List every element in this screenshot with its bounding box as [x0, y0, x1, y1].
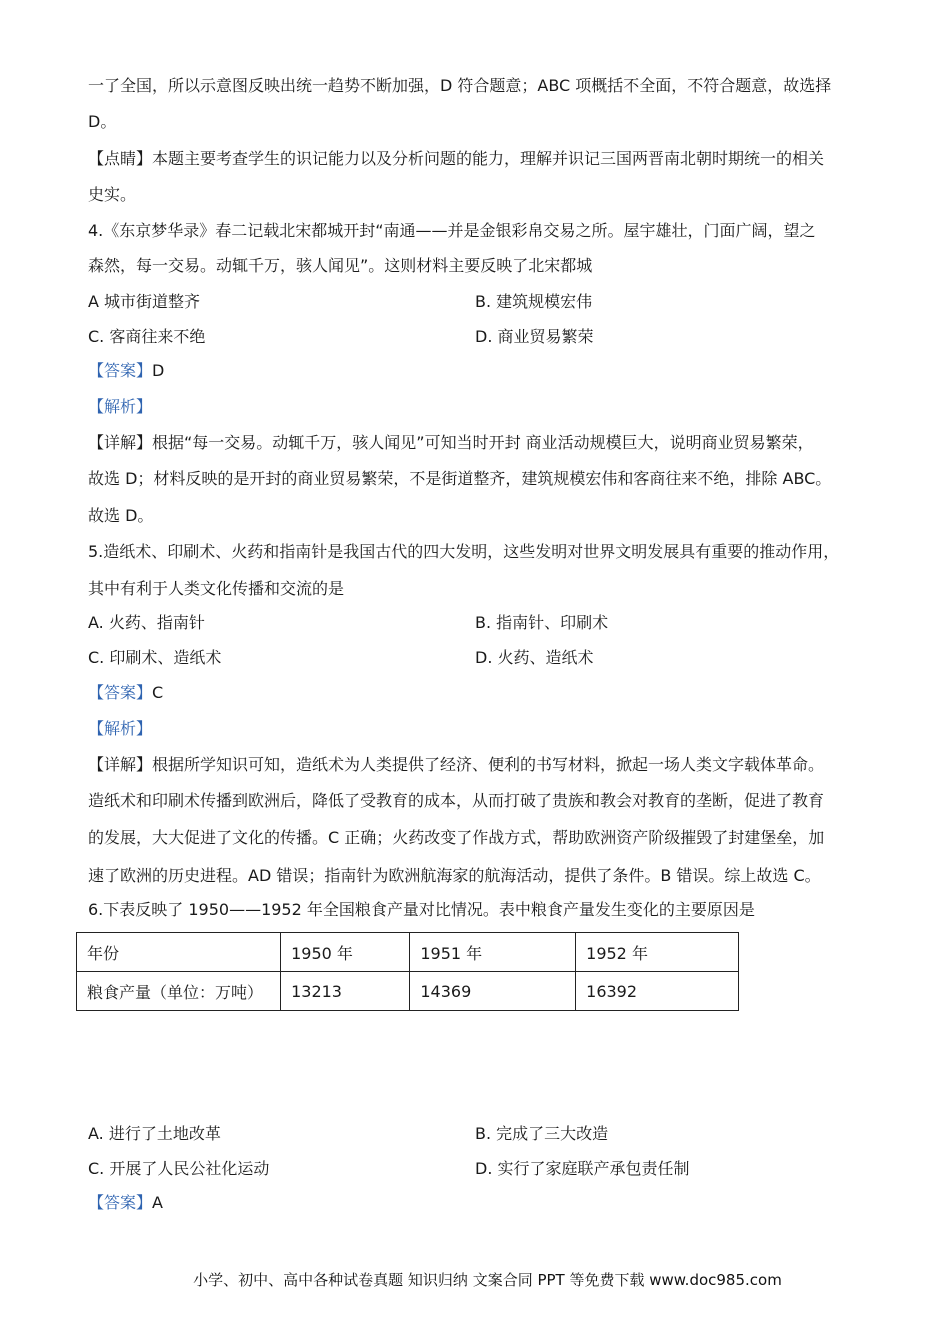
note-tag: 【点睛】	[88, 149, 153, 168]
text-line: 史实。	[88, 185, 137, 204]
text-line: 一了全国，所以示意图反映出统一趋势不断加强，D 符合题意；ABC 项概括不全面，不符合题意，故选择	[88, 76, 832, 95]
question-4-stem-cont: 森然，每一交易。动辄千万，骇人闻见”。这则材料主要反映了北宋都城	[88, 256, 593, 275]
table-row	[77, 972, 739, 1011]
answer-tag: 【答案】	[88, 361, 153, 380]
table-header-cell: 年份	[77, 933, 281, 972]
q6-option-d: D. 实行了家庭联产承包责任制	[475, 1159, 690, 1178]
q4-answer	[88, 359, 864, 383]
answer-value: C	[152, 683, 164, 702]
detail-tag: 【详解】	[88, 755, 153, 774]
q4-detail	[88, 431, 864, 455]
table-header-cell: 1951 年	[410, 933, 576, 972]
q4-option-b: B. 建筑规模宏伟	[475, 292, 593, 311]
q6-answer	[88, 1191, 864, 1215]
page-footer: 小学、初中、高中各种试卷真题 知识归纳 文案合同 PPT 等免费下载 www.doc985.com	[193, 1271, 782, 1289]
q4-option-a: A 城市街道整齐	[88, 292, 201, 311]
q5-option-a: A. 火药、指南针	[88, 613, 205, 632]
q5-detail-end: 速了欧洲的历史进程。AD 错误；指南针为欧洲航海家的航海活动，提供了条件。B 错误。综上故选 C。	[88, 866, 821, 885]
table-header-cell: 1952 年	[576, 933, 739, 972]
answer-tag: 【答案】	[88, 1193, 153, 1212]
analysis-tag: 【解析】	[88, 719, 153, 738]
q4-detail-cont: 故选 D；材料反映的是开封的商业贸易繁荣，不是街道整齐，建筑规模宏伟和客商往来不绝，排除 ABC。	[88, 469, 832, 488]
detail-text: 根据所学知识可知，造纸术为人类提供了经济、便利的书写材料，掀起一场人类文字载体革命。	[152, 755, 825, 774]
analysis-tag: 【解析】	[88, 397, 153, 416]
note-line	[88, 147, 864, 171]
answer-value: D	[152, 361, 165, 380]
table-cell: 粮食产量（单位：万吨）	[77, 972, 281, 1011]
q5-answer	[88, 681, 864, 705]
q6-option-b: B. 完成了三大改造	[475, 1124, 609, 1143]
q5-option-c: C. 印刷术、造纸术	[88, 648, 222, 667]
question-5-stem-cont: 其中有利于人类文化传播和交流的是	[88, 579, 345, 598]
table-row	[77, 933, 739, 972]
q6-option-a: A. 进行了土地改革	[88, 1124, 221, 1143]
detail-tag: 【详解】	[88, 433, 153, 452]
detail-text: 根据“每一交易。动辄千万，骇人闻见”可知当时开封 商业活动规模巨大，说明商业贸易繁荣，	[152, 433, 814, 452]
answer-tag: 【答案】	[88, 683, 153, 702]
q5-analysis	[88, 717, 864, 741]
question-6-stem: 6.下表反映了 1950——1952 年全国粮食产量对比情况。表中粮食产量发生变化的主要原因是	[88, 900, 755, 919]
grain-output-table	[76, 932, 739, 1011]
q5-detail	[88, 753, 864, 777]
table-cell: 13213	[281, 972, 410, 1011]
text-line: D。	[88, 112, 117, 131]
q5-option-d: D. 火药、造纸术	[475, 648, 594, 667]
q4-detail-end: 故选 D。	[88, 506, 154, 525]
q4-analysis	[88, 395, 864, 419]
question-5-stem: 5.造纸术、印刷术、火药和指南针是我国古代的四大发明，这些发明对世界文明发展具有重要的推动作用，	[88, 542, 840, 561]
answer-value: A	[152, 1193, 163, 1212]
table-header-cell: 1950 年	[281, 933, 410, 972]
q4-option-d: D. 商业贸易繁荣	[475, 327, 594, 346]
q5-detail-cont: 造纸术和印刷术传播到欧洲后，降低了受教育的成本，从而打破了贵族和教会对教育的垄断，促进了教育	[88, 791, 825, 810]
q6-option-c: C. 开展了人民公社化运动	[88, 1159, 270, 1178]
q5-option-b: B. 指南针、印刷术	[475, 613, 609, 632]
q5-detail-cont: 的发展，大大促进了文化的传播。C 正确；火药改变了作战方式，帮助欧洲资产阶级摧毁了封建堡垒，加	[88, 828, 825, 847]
table-cell: 14369	[410, 972, 576, 1011]
question-4-stem: 4.《东京梦华录》春二记载北宋都城开封“南通——并是金银彩帛交易之所。屋宇雄壮，门面广阔，望之	[88, 221, 816, 240]
q4-option-c: C. 客商往来不绝	[88, 327, 206, 346]
note-text: 本题主要考查学生的识记能力以及分析问题的能力，理解并识记三国两晋南北朝时期统一的相关	[152, 149, 825, 168]
table-cell: 16392	[576, 972, 739, 1011]
